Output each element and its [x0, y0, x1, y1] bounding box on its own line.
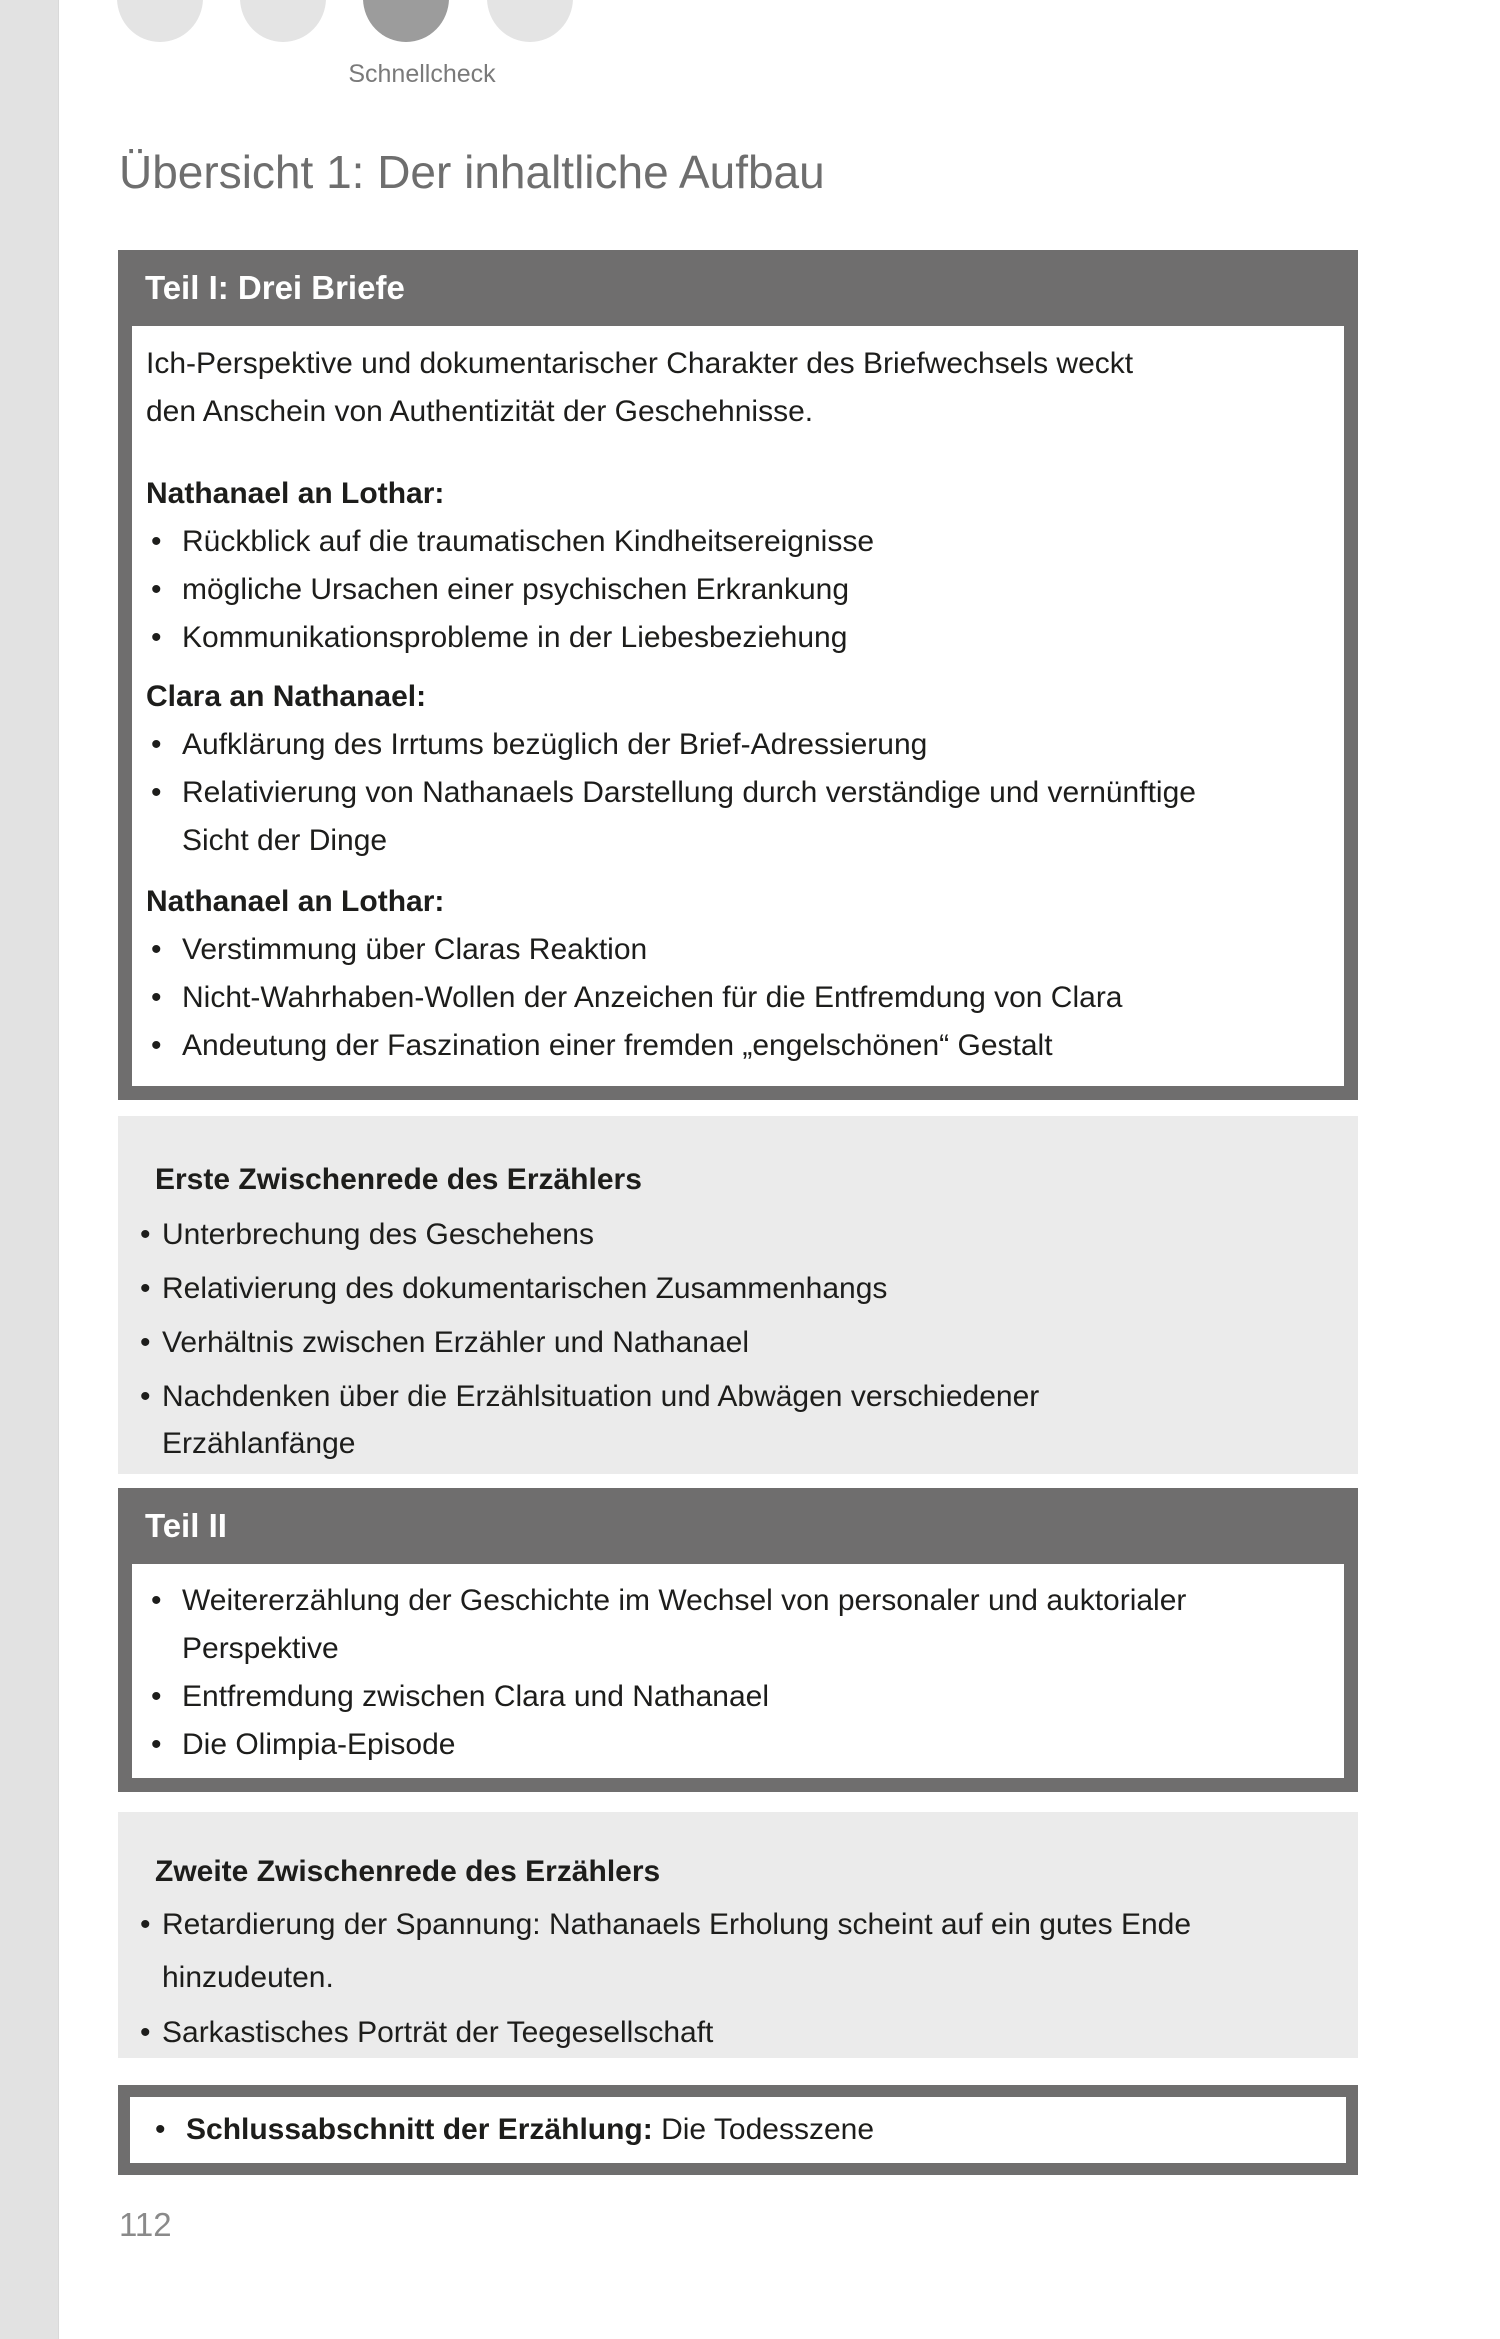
bullet-glyph: • [140, 1326, 151, 1359]
list-item-text: Verhältnis zwischen Erzähler und Nathanael [162, 1326, 750, 1359]
section-schlussabschnitt [118, 2085, 1358, 2175]
schnellcheck-label: Schnellcheck [348, 60, 496, 88]
list-item-text: hinzudeuten. [162, 1961, 334, 1994]
list-item [146, 1673, 1324, 1721]
letter-group [146, 878, 1324, 1070]
list-item-text: mögliche Ursachen einer psychischen Erkrankung [182, 573, 850, 606]
list-item-text: Erzählanfänge [162, 1427, 356, 1460]
bullet-glyph: • [151, 1680, 162, 1713]
list-item [146, 566, 1324, 614]
gray-box-heading: Erste Zwischenrede des Erzählers [155, 1163, 642, 1196]
letter-group-heading: Clara an Nathanael: [146, 680, 427, 713]
bullet-glyph: • [151, 981, 162, 1014]
letter-group-heading: Nathanael an Lothar: [146, 477, 445, 510]
list-item [140, 1373, 1330, 1467]
bullet-glyph: • [140, 1908, 151, 1941]
bullet-glyph: • [140, 1272, 151, 1305]
list-item [146, 1022, 1324, 1070]
list-item [140, 1898, 1330, 2004]
step-dot [117, 0, 203, 42]
bullet-list [146, 926, 1324, 1070]
list-item-text: Kommunikationsprobleme in der Liebesbeziehung [182, 621, 848, 654]
list-item [146, 1721, 1324, 1769]
section-teil-2-content [118, 1564, 1358, 1792]
list-item-text: Rückblick auf die traumatischen Kindheitsereignisse [182, 525, 875, 558]
letter-group [146, 673, 1324, 865]
list-item-text: Entfremdung zwischen Clara und Nathanael [182, 1680, 770, 1713]
list-item-text: Verstimmung über Claras Reaktion [182, 933, 648, 966]
letter-group [146, 470, 1324, 662]
bullet-glyph: • [140, 1380, 151, 1413]
list-item [146, 1577, 1324, 1673]
list-item [146, 974, 1324, 1022]
list-item-text: Die Olimpia-Episode [182, 1728, 456, 1761]
bullet-glyph: • [151, 1029, 162, 1062]
bullet-glyph: • [140, 2016, 151, 2049]
bullet-glyph: • [151, 1584, 162, 1617]
bullet-glyph: • [151, 525, 162, 558]
intro-line: den Anschein von Authentizität der Geschehnisse. [146, 395, 814, 428]
bullet-glyph: • [151, 933, 162, 966]
letter-group-heading: Nathanael an Lothar: [146, 885, 445, 918]
bullet-list [140, 1898, 1330, 2059]
list-item [146, 926, 1324, 974]
intro-line: Ich-Perspektive und dokumentarischer Charakter des Briefwechsels weckt [146, 347, 1134, 380]
list-item-text: Retardierung der Spannung: Nathanaels Erholung scheint auf ein gutes Ende [162, 1908, 1192, 1941]
list-item [140, 1319, 1330, 1366]
section-teil-2-header: Teil II [118, 1488, 1358, 1564]
step-dot-active [363, 0, 449, 42]
list-item-text: Unterbrechung des Geschehens [162, 1218, 594, 1251]
bullet-list [140, 1211, 1330, 1467]
section-teil-1 [118, 250, 1358, 1100]
schluss-regular-text: Die Todesszene [661, 2113, 875, 2146]
list-item-text: Nicht-Wahrhaben-Wollen der Anzeichen für die Entfremdung von Clara [182, 981, 1123, 1014]
section-teil-1-content [118, 326, 1358, 1100]
bullet-glyph: • [151, 621, 162, 654]
bullet-glyph: • [155, 2113, 166, 2146]
bullet-glyph: • [151, 728, 162, 761]
page-edge-strip [0, 0, 59, 2339]
list-item-text: Relativierung von Nathanaels Darstellung durch verständige und vernünftige [182, 776, 1196, 809]
bullet-list [146, 518, 1324, 662]
intro-paragraph [146, 340, 1324, 436]
section-teil-1-header: Teil I: Drei Briefe [118, 250, 1358, 326]
bullet-glyph: • [151, 573, 162, 606]
list-item [140, 1211, 1330, 1258]
section-erste-zwischenrede [118, 1116, 1358, 1474]
bullet-list [146, 721, 1324, 865]
schluss-bold-label: Schlussabschnitt der Erzählung: [186, 2113, 653, 2146]
list-item-text: Perspektive [182, 1632, 339, 1665]
list-item-text: Nachdenken über die Erzählsituation und Abwägen verschiedener [162, 1380, 1040, 1413]
bullet-list [146, 1577, 1324, 1769]
list-item-text: Sarkastisches Porträt der Teegesellschaft [162, 2016, 714, 2049]
list-item [140, 1265, 1330, 1312]
list-item-text: Aufklärung des Irrtums bezüglich der Brief-Adressierung [182, 728, 928, 761]
list-item [146, 769, 1324, 865]
section-teil-2 [118, 1488, 1358, 1792]
page-number: 112 [119, 2206, 172, 2243]
gray-box-heading: Zweite Zwischenrede des Erzählers [155, 1855, 661, 1888]
bullet-glyph: • [151, 1728, 162, 1761]
list-item [146, 721, 1324, 769]
list-item-text: Andeutung der Faszination einer fremden „engelschönen“ Gestalt [182, 1029, 1053, 1062]
step-dot [487, 0, 573, 42]
section-zweite-zwischenrede [118, 1812, 1358, 2058]
bullet-glyph: • [140, 1218, 151, 1251]
page-title: Übersicht 1: Der inhaltliche Aufbau [119, 146, 825, 198]
list-item-text: Relativierung des dokumentarischen Zusammenhangs [162, 1272, 888, 1305]
list-item [140, 2006, 1330, 2059]
list-item-text: Weitererzählung der Geschichte im Wechsel von personaler und auktorialer [182, 1584, 1187, 1617]
list-item-text: Sicht der Dinge [182, 824, 388, 857]
list-item [146, 518, 1324, 566]
list-item [146, 614, 1324, 662]
step-dot [240, 0, 326, 42]
bullet-glyph: • [151, 776, 162, 809]
